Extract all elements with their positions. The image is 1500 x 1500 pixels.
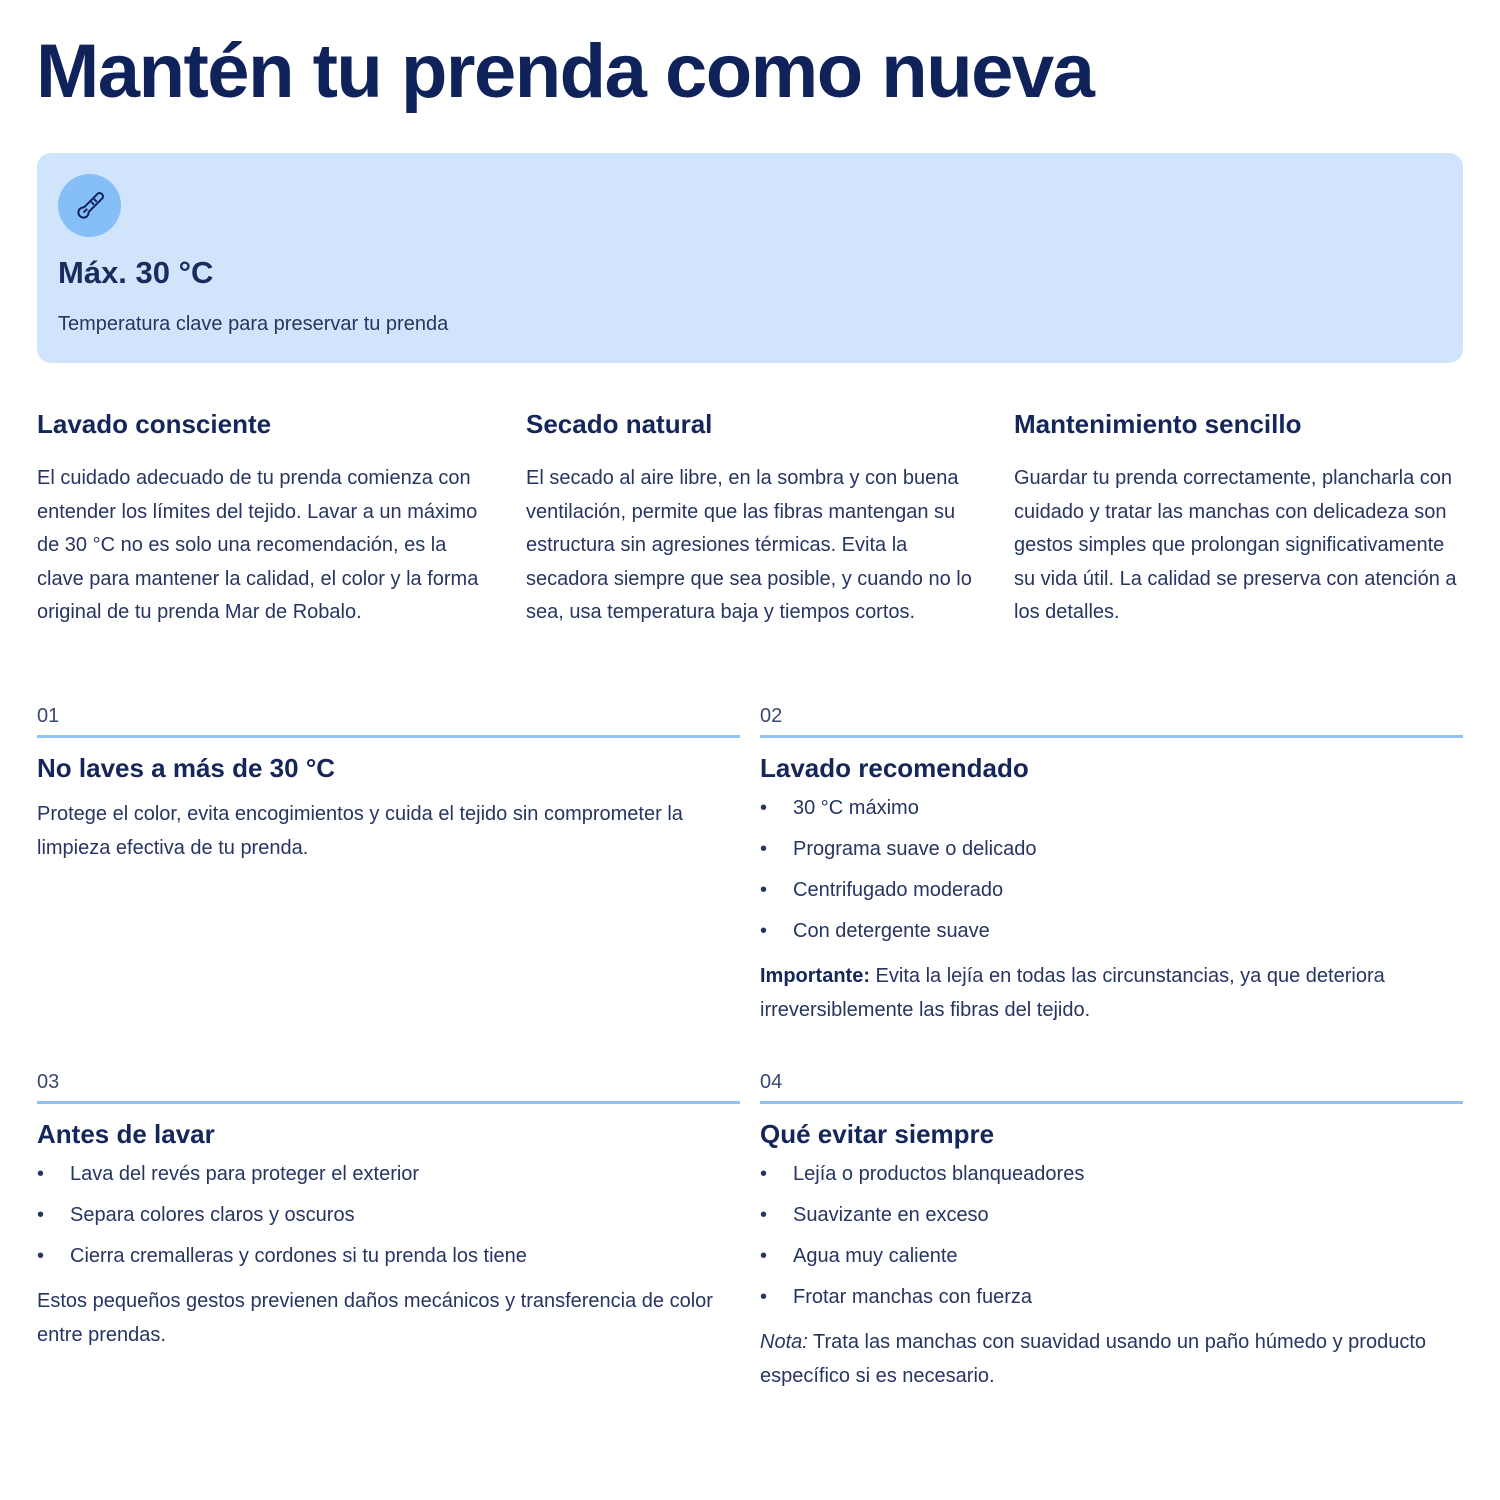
section-title: Lavado recomendado xyxy=(760,753,1029,783)
list-item: • Lava del revés para proteger el exterior xyxy=(37,1162,740,1186)
section-number: 01 xyxy=(37,705,60,727)
list-item: • Programa suave o delicado xyxy=(760,837,1463,861)
divider xyxy=(37,735,740,738)
list-item: • Centrifugado moderado xyxy=(760,878,1463,902)
column-text: El cuidado adecuado de tu prenda comienza con entender los límites del tejido. Lavar a un máximo de 30 °C no es solo una recomendación, es la clave para mantener la calidad, el color y la forma original de tu prenda Mar de Robalo. xyxy=(37,467,479,624)
temperature-title: Máx. 30 °C xyxy=(58,255,214,290)
list-item: • Cierra cremalleras y cordones si tu prenda los tiene xyxy=(37,1244,740,1268)
section-number: 03 xyxy=(37,1071,60,1093)
list-item: • Frotar manchas con fuerza xyxy=(760,1285,1463,1309)
thermometer-icon xyxy=(58,174,121,237)
list-item: • Lejía o productos blanqueadores xyxy=(760,1162,1463,1186)
note-text: Evita la lejía en todas las circunstancias, ya que deteriora irreversiblemente las fibras del tejido. xyxy=(760,965,1385,1021)
column-mantenimiento-sencillo xyxy=(1014,408,1464,630)
page-title: Mantén tu prenda como nueva xyxy=(36,29,1094,114)
note xyxy=(760,1326,1463,1393)
divider xyxy=(760,735,1463,738)
note-text: Trata las manchas con suavidad usando un paño húmedo y producto específico si es necesario. xyxy=(760,1331,1426,1387)
temperature-subtitle: Temperatura clave para preservar tu prenda xyxy=(58,313,449,335)
list-item: • Separa colores claros y oscuros xyxy=(37,1203,740,1227)
section-02 xyxy=(760,705,1463,1027)
section-text: Estos pequeños gestos previenen daños mecánicos y transferencia de color entre prendas. xyxy=(37,1290,713,1346)
column-title: Secado natural xyxy=(526,409,713,439)
list-item: • Con detergente suave xyxy=(760,919,1463,943)
note-label: Importante: xyxy=(760,965,870,987)
section-number: 02 xyxy=(760,705,783,727)
temperature-card xyxy=(37,153,1463,363)
section-03 xyxy=(37,1071,740,1352)
section-title: No laves a más de 30 °C xyxy=(37,753,335,783)
section-number: 04 xyxy=(760,1071,783,1093)
section-list xyxy=(37,1162,740,1268)
column-text: Guardar tu prenda correctamente, plancharla con cuidado y tratar las manchas con delicadeza son gestos simples que prolongan significativamente su vida útil. La calidad se preserva con atención a los detalles. xyxy=(1014,467,1457,624)
divider xyxy=(760,1101,1463,1104)
list-item: • Suavizante en exceso xyxy=(760,1203,1463,1227)
column-title: Mantenimiento sencillo xyxy=(1014,409,1302,439)
column-text: El secado al aire libre, en la sombra y con buena ventilación, permite que las fibras mantengan su estructura sin agresiones térmicas. Evita la secadora siempre que sea posible, y cuando no lo sea, usa temperatura baja y tiempos cortos. xyxy=(526,467,972,624)
list-item: • Agua muy caliente xyxy=(760,1244,1463,1268)
important-note xyxy=(760,960,1463,1027)
column-title: Lavado consciente xyxy=(37,409,272,439)
section-text: Protege el color, evita encogimientos y cuida el tejido sin comprometer la limpieza efectiva de tu prenda. xyxy=(37,803,683,859)
divider xyxy=(37,1101,740,1104)
column-secado-natural xyxy=(526,408,976,630)
section-04 xyxy=(760,1071,1463,1393)
note-label: Nota: xyxy=(760,1331,808,1353)
section-title: Antes de lavar xyxy=(37,1119,215,1149)
section-list xyxy=(760,796,1463,943)
section-title: Qué evitar siempre xyxy=(760,1119,995,1149)
section-01 xyxy=(37,705,740,865)
list-item: • 30 °C máximo xyxy=(760,796,1463,820)
column-lavado-consciente xyxy=(37,408,487,630)
section-list xyxy=(760,1162,1463,1309)
